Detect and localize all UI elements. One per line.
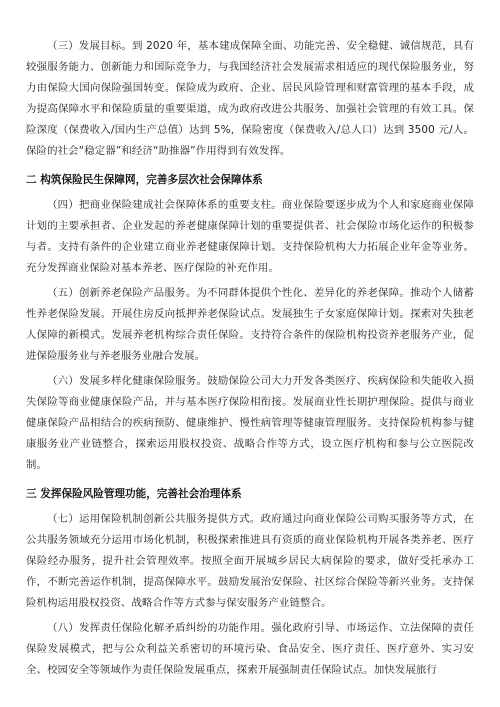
paragraph-health-insurance: （六）发展多样化健康保险服务。鼓励保险公司大力开发各类医疗、疾病保险和失能收入损失保险等商业健康保险产品，并与基本医疗保险相衔接。发展商业性长期护理保险。提供与商业健康保险产品相结合的疾病预防、健康维护、慢性病管理等健康管理服务。支持保险机构参与健康服务业产业链整合，探索运用股权投资、战略合作等方式，设立医疗机构和参与公立医院改制。 bbox=[26, 375, 474, 471]
paragraph-commercial-insurance-pillar: （四）把商业保险建成社会保障体系的重要支柱。商业保险要逐步成为个人和家庭商业保障计划的主要承担者、企业发起的养老健康保障计划的重要提供者、社会保险市场化运作的积极参与者。支持有条件的企业建立商业养老健康保障计划。支持保险机构大力拓展企业年金等业务。充分发挥商业保险对基本养老、医疗保险的补充作用。 bbox=[26, 199, 474, 274]
paragraph-liability-insurance: （八）发挥责任保险化解矛盾纠纷的功能作用。强化政府引导、市场运作、立法保障的责任保险发展模式，把与公众利益关系密切的环境污染、食品安全、医疗责任、医疗意外、实习安全、校园安全等领域作为责任保险发展重点，探索开展强制责任保险试点。加快发展旅行 bbox=[26, 622, 474, 676]
paragraph-pension-products: （五）创新养老保险产品服务。为不同群体提供个性化、差异化的养老保障。推动个人储蓄性养老保险发展。开展住房反向抵押养老保险试点。发展独生子女家庭保障计划。探索对失独老人保障的新模式。发展养老机构综合责任保险。支持符合条件的保险机构投资养老服务产业，促进保险服务业与养老服务业融合发展。 bbox=[26, 287, 474, 362]
paragraph-public-services: （七）运用保险机制创新公共服务提供方式。政府通过向商业保险公司购买服务等方式，在公共服务领域充分运用市场化机制，积极探索推进具有资质的商业保险机构开展各类养老、医疗保险经办服务，提升社会管理效率。按照全面开展城乡居民大病保险的要求，做好受托承办工作，不断完善运作机制，提高保障水平。鼓励发展治安保险、社区综合保险等新兴业务。支持保险机构运用股权投资、战略合作等方式参与保安服务产业链整合。 bbox=[26, 513, 474, 609]
section-heading-2: 二 构筑保险民生保障网，完善多层次社会保障体系 bbox=[26, 174, 263, 186]
paragraph-development-goals: （三）发展目标。到 2020 年，基本建成保障全面、功能完善、安全稳健、诚信规范，具有较强服务能力、创新能力和国际竞争力，与我国经济社会发展需求相适应的现代保险服务业，努力由保险大国向保险强国转变。保险成为政府、企业、居民风险管理和财富管理的基本手段，成为提高保障水平和保险质量的重要渠道，成为政府改进公共服务、加强社会管理的有效工具。保险深度（保费收入/国内生产总值）达到 5%，保险密度（保费收入/总人口）达到 3500 元/人。保险的社会“稳定器”和经济“助推器”作用得到有效发挥。 bbox=[26, 40, 474, 157]
section-heading-3: 三 发挥保险风险管理功能，完善社会治理体系 bbox=[26, 488, 242, 500]
